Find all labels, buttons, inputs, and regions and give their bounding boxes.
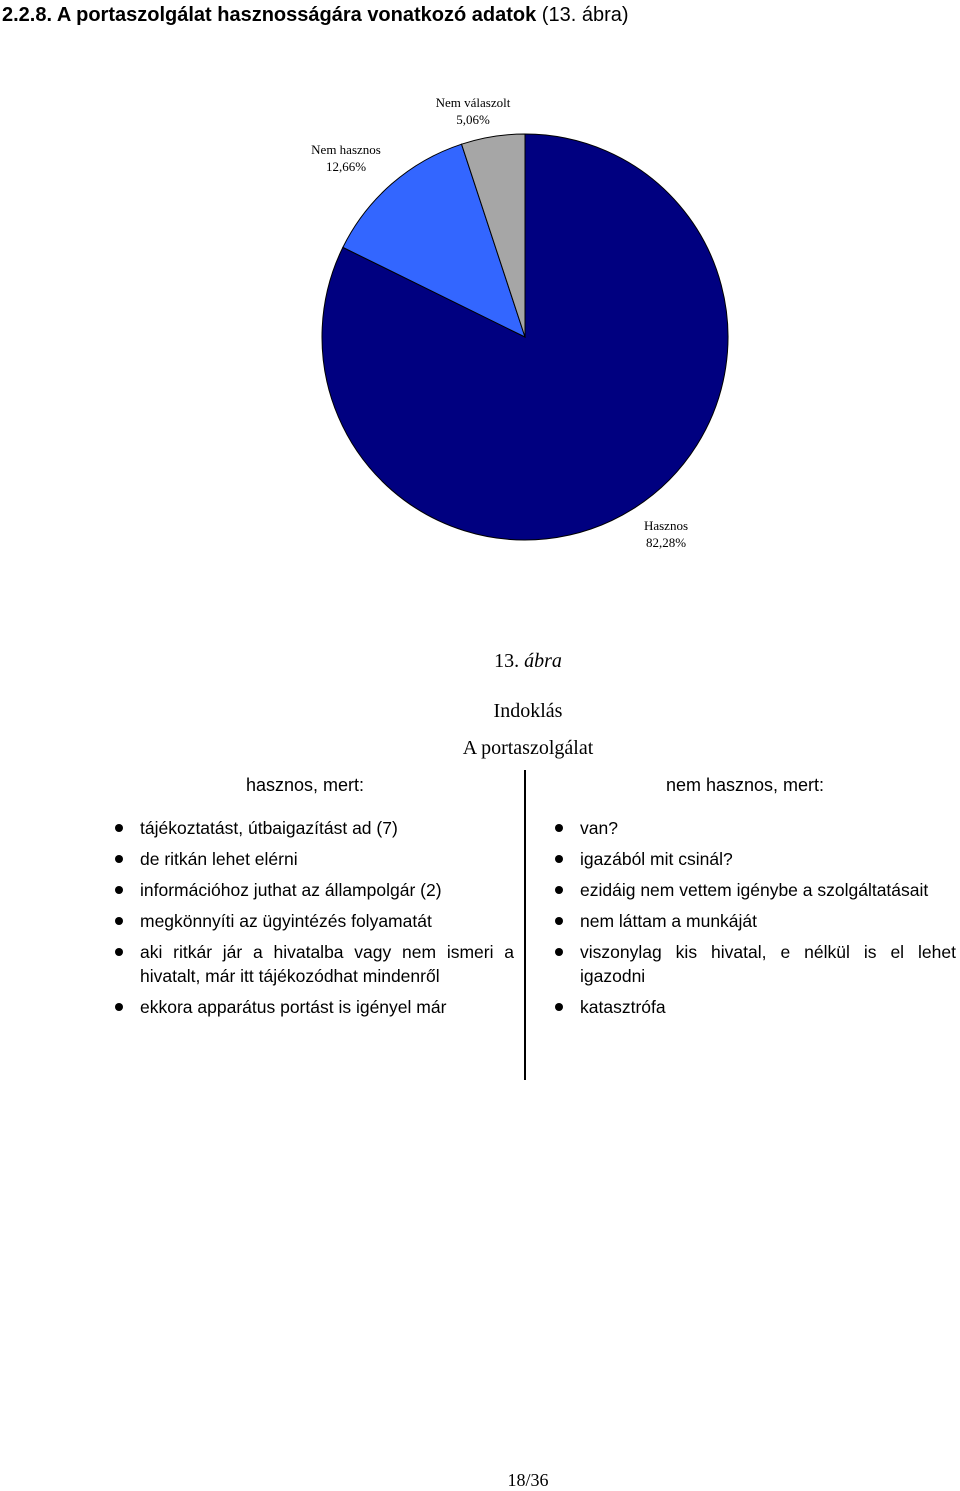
useful-reason-item: ekkora apparátus portást is igényel már — [112, 995, 514, 1019]
useful-reason-item: információhoz juthat az állampolgár (2) — [112, 878, 514, 902]
pie-label-nem-valaszolt — [418, 94, 528, 128]
pie-label-nem-valaszolt-name: Nem válaszolt — [435, 95, 511, 110]
useful-reason-item: tájékoztatást, útbaigazítást ad (7) — [112, 816, 514, 840]
useful-reason-item: aki ritkár jár a hivatalba vagy nem ismeri a hivatalt, már itt tájékozódhat mindenről — [112, 940, 514, 988]
not-useful-reason-item: katasztrófa — [552, 995, 956, 1019]
not-useful-list — [552, 816, 956, 1026]
page-number: 18/36 — [507, 1470, 549, 1490]
pie-label-nem-hasznos — [296, 141, 396, 175]
figure-caption-word: ábra — [524, 650, 562, 672]
useful-list — [112, 816, 514, 1026]
useful-reason-item: megkönnyíti az ügyintézés folyamatát — [112, 909, 514, 933]
figure-caption — [0, 650, 960, 673]
pie-label-nem-valaszolt-value: 5,06% — [456, 112, 490, 127]
not-useful-reason-item: nem láttam a munkáját — [552, 909, 956, 933]
not-useful-reason-item: viszonylag kis hivatal, e nélkül is el lehet igazodni — [552, 940, 956, 988]
not-useful-heading: nem hasznos, mert: — [665, 775, 825, 795]
figure-caption-number: 13. — [494, 650, 520, 672]
useful-reason-item: de ritkán lehet elérni — [112, 847, 514, 871]
not-useful-reason-item: van? — [552, 816, 956, 840]
pie-chart — [0, 0, 960, 600]
column-divider — [524, 770, 526, 1080]
pie-label-nem-hasznos-value: 12,66% — [325, 159, 367, 174]
pie-label-hasznos-value: 82,28% — [645, 535, 687, 550]
pie-label-nem-hasznos-name: Nem hasznos — [311, 142, 381, 157]
section-heading-title: 2.2.8. A portaszolgálat hasznosságára vonatkozó adatok — [2, 4, 537, 26]
pie-label-hasznos-name: Hasznos — [643, 518, 689, 533]
pie-label-hasznos — [626, 517, 706, 551]
useful-heading: hasznos, mert: — [245, 775, 365, 795]
section-heading-ref: (13. ábra) — [541, 4, 629, 26]
section-subtitle: A portaszolgálat — [462, 737, 594, 759]
section-title: Indoklás — [493, 700, 563, 722]
not-useful-reason-item: igazából mit csinál? — [552, 847, 956, 871]
not-useful-reason-item: ezidáig nem vettem igénybe a szolgáltatásait — [552, 878, 956, 902]
